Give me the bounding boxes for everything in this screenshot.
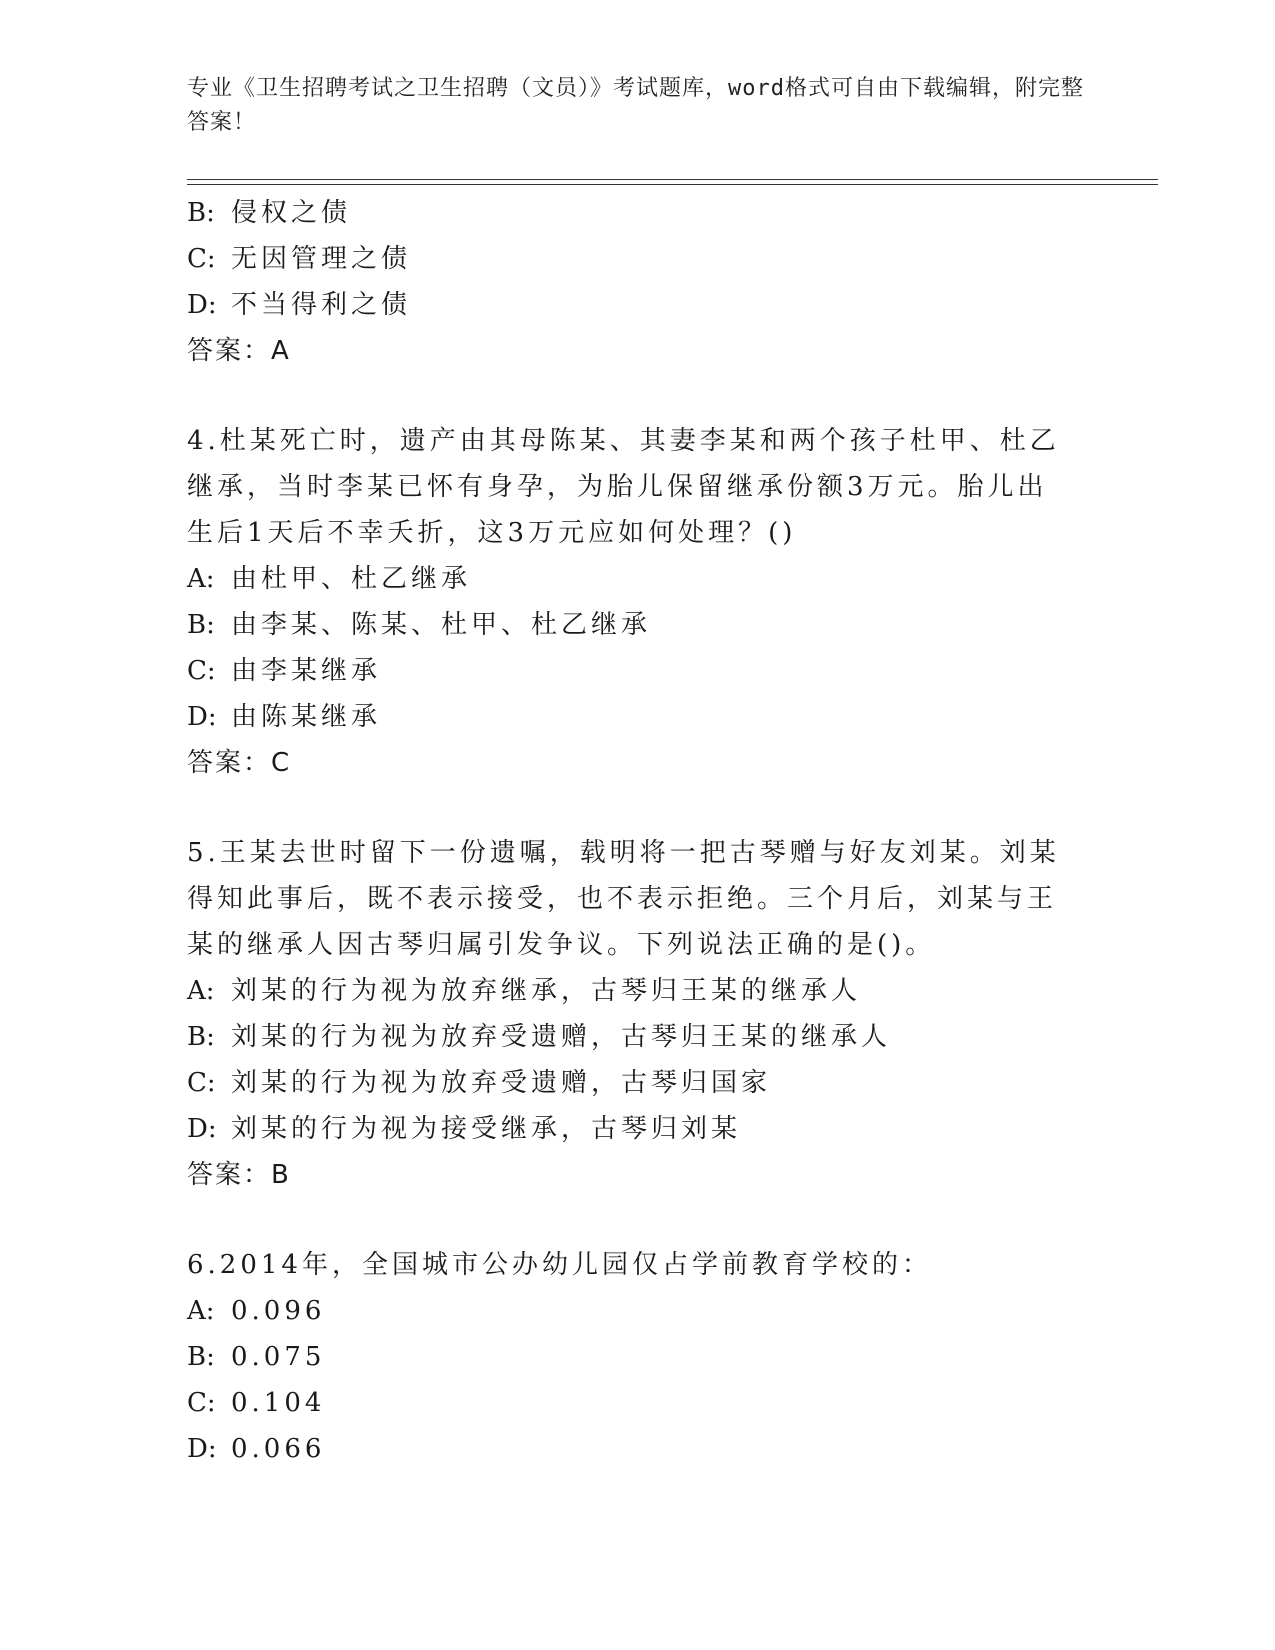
header-rule-bottom [187,184,1158,185]
option-b: B: 由李某、陈某、杜甲、杜乙继承 [187,610,652,640]
option-d: D: 刘某的行为视为接受继承，古琴归刘某 [187,1114,742,1144]
option-b: B: 刘某的行为视为放弃受遗赠，古琴归王某的继承人 [187,1022,892,1052]
question-4 [187,418,1087,786]
option-c: C: 0.104 [187,1388,326,1418]
header-rule-top [187,179,1158,180]
option-a: A: 刘某的行为视为放弃继承，古琴归王某的继承人 [187,976,862,1006]
question-stem: 5.王某去世时留下一份遗嘱，载明将一把古琴赠与好友刘某。刘某得知此事后，既不表示接受，也不表示拒绝。三个月后，刘某与王某的继承人因古琴归属引发争议。下列说法正确的是()。 [187,838,1060,960]
answer-line: 答案：B [187,1160,291,1190]
option-c: C: 刘某的行为视为放弃受遗赠，古琴归国家 [187,1068,772,1098]
option-a: A: 0.096 [187,1296,326,1326]
question-stem: 4.杜某死亡时，遗产由其母陈某、其妻李某和两个孩子杜甲、杜乙继承，当时李某已怀有身孕，为胎儿保留继承份额3万元。胎儿出生后1天后不幸夭折，这3万元应如何处理？() [187,426,1060,548]
answer-line: 答案：C [187,748,292,778]
answer-line: 答案：A [187,336,291,366]
option-d: D: 0.066 [187,1434,326,1464]
option-c: C: 由李某继承 [187,656,382,686]
question-5 [187,830,1087,1198]
document-header: 专业《卫生招聘考试之卫生招聘（文员）》考试题库，word格式可自由下载编辑，附完整答案！ [187,76,1084,135]
option-b: B: 0.075 [187,1342,326,1372]
question-3-tail [187,190,1087,374]
question-stem: 6.2014年，全国城市公办幼儿园仅占学前教育学校的： [187,1250,932,1280]
option-b: B: 侵权之债 [187,198,352,228]
option-d: D: 不当得利之债 [187,290,412,320]
question-6 [187,1242,1087,1472]
document-body [187,190,1087,1472]
option-a: A: 由杜甲、杜乙继承 [187,564,472,594]
option-d: D: 由陈某继承 [187,702,382,732]
option-c: C: 无因管理之债 [187,244,412,274]
